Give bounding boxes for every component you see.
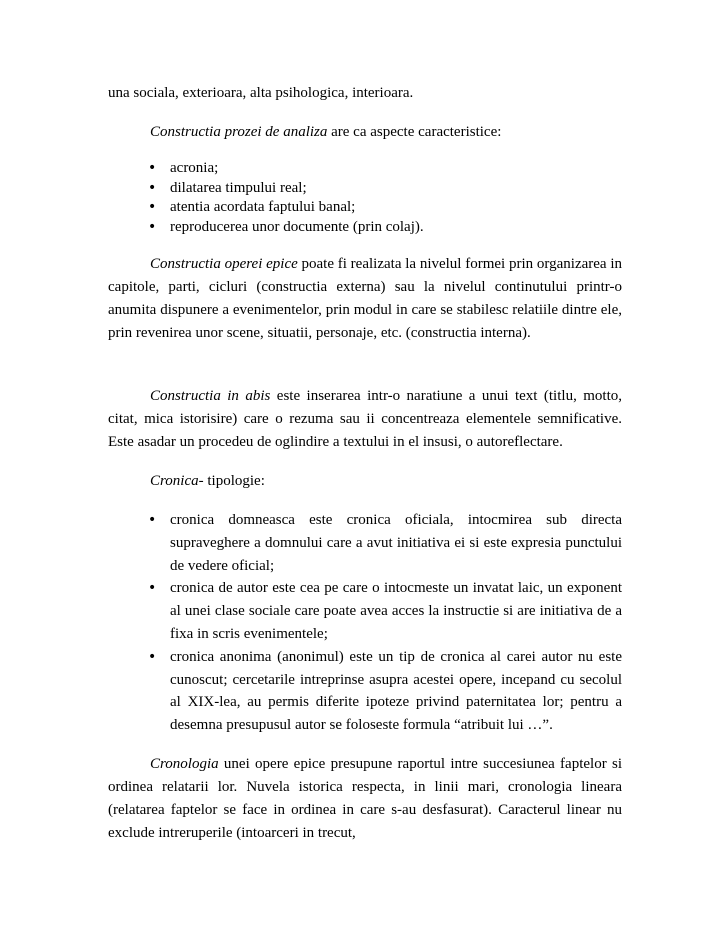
list-item-text: dilatarea timpului real; xyxy=(170,179,307,196)
list-item xyxy=(148,159,622,179)
list-aspecte xyxy=(108,159,622,237)
list-item xyxy=(148,509,622,577)
paragraph-intro: una sociala, exterioara, alta psihologica, interioara. xyxy=(108,85,414,101)
term-constructia-abis: Constructia in abis xyxy=(150,388,271,404)
list-item xyxy=(148,577,622,645)
list-item xyxy=(148,179,622,199)
paragraph-constructia-operei xyxy=(108,253,622,345)
list-item xyxy=(148,198,622,218)
paragraph-constructia-abis xyxy=(108,385,622,454)
term-constructia-operei: Constructia operei epice xyxy=(150,256,298,272)
list-item xyxy=(148,218,622,238)
bullet-icon: • xyxy=(148,512,157,528)
list-item xyxy=(148,646,622,737)
paragraph-proza-analiza-text: are ca aspecte caracteristice: xyxy=(327,124,502,140)
list-item-text: cronica domneasca este cronica oficiala, intocmirea sub directa supraveghere a domnului care a avut initiativa ei si este expresia punctului de vedere oficial; xyxy=(170,512,622,574)
term-cronologia: Cronologia xyxy=(150,755,219,772)
list-item-text: atentia acordata faptului banal; xyxy=(170,199,356,215)
paragraph-constructia-operei-text: poate fi realizata la nivelul formei prin organizarea in capitole, parti, cicluri (constructia externa) sau la nivelul continutului printr-o anumita dispunere a evenimentelor, prin modul in care se stabilesc relatiile dintre ele, prin revenirea unor scene, situatii, personaje, etc. (constructia interna). xyxy=(108,256,622,341)
list-item-text: cronica de autor este cea pe care o intocmeste un invatat laic, un exponent al unei clase sociale care poate avea acces la instructie si are initiativa de a fixa in scris evenimentele; xyxy=(170,580,622,642)
paragraph-cronologia-text: unei opere epice presupune raportul intre succesiunea faptelor si ordinea relatarii lor. Nuvela istorica respecta, in linii mari, cronologia lineara (relatarea faptelor se face in ordinea in care s-au desfasurat). Caracterul linear nu exclude intreruperile (intoarceri in trecut, xyxy=(108,755,622,841)
list-cronica-tipologie xyxy=(108,509,622,737)
bullet-icon: • xyxy=(148,199,157,215)
list-item-text: cronica anonima (anonimul) este un tip de cronica al carei autor nu este cunoscut; cercetarile intreprinse asupra acestei opere, incepand cu secolul al XIX-lea, au permis diferite ipoteze privind paternitatea lor; pentru a desemna presupusul autor se foloseste formula “atribuit lui …”. xyxy=(170,648,622,734)
bullet-icon: • xyxy=(148,160,157,176)
bullet-icon: • xyxy=(148,218,157,235)
paragraph-constructia-abis-text: este inserarea intr-o naratiune a unui text (titlu, motto, citat, mica istorisire) care o rezuma sau ii concentreaza elementele semnificative. Este asadar un procedeu de oglindire a textului in el insusi, o autoreflectare. xyxy=(108,388,622,450)
paragraph-cronologia xyxy=(108,753,622,845)
document-page xyxy=(108,82,622,845)
bullet-icon: • xyxy=(148,580,157,597)
paragraph-cronica xyxy=(108,470,622,493)
paragraph-proza-analiza xyxy=(108,121,622,144)
term-cronica: Cronica xyxy=(150,473,199,489)
bullet-icon: • xyxy=(148,648,157,665)
paragraph-cronica-text: - tipologie: xyxy=(198,473,265,489)
bullet-icon: • xyxy=(148,179,157,196)
term-proza-analiza: Constructia prozei de analiza xyxy=(150,124,328,140)
list-item-text: acronia; xyxy=(170,160,219,176)
list-item-text: reproducerea unor documente (prin colaj). xyxy=(170,218,424,235)
